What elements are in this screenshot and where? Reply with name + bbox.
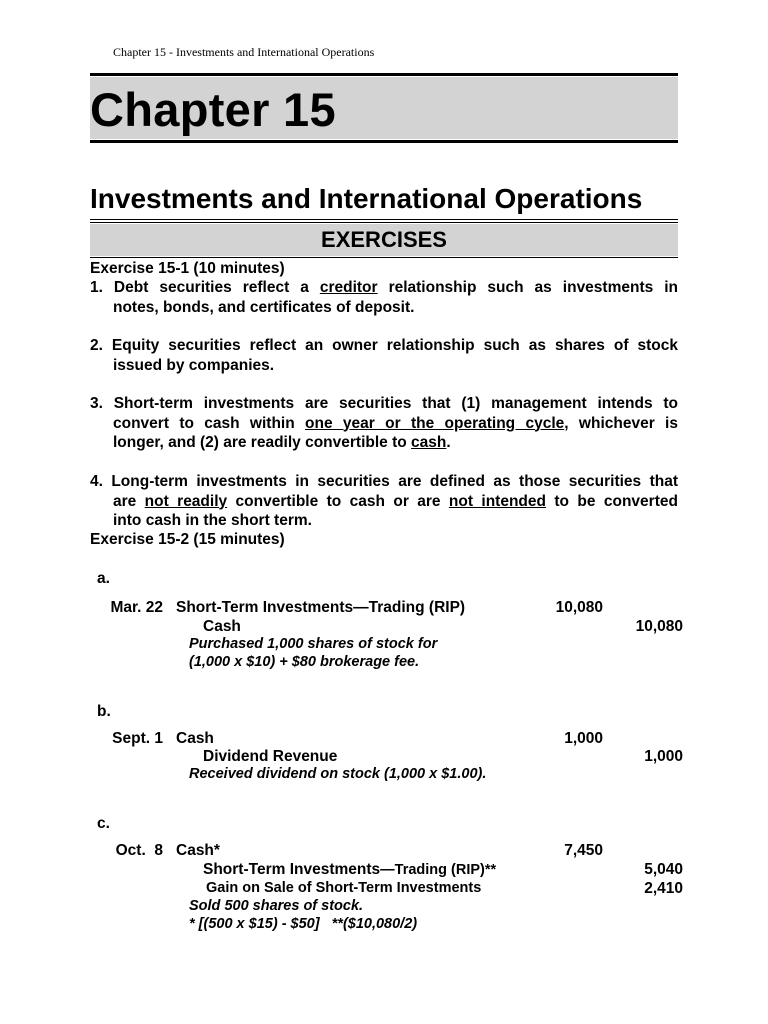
paragraph-2 xyxy=(90,336,678,375)
part-a-label: a. xyxy=(97,570,110,587)
chapter-title: Chapter 15 xyxy=(90,83,336,136)
entry-b-explanation: Received dividend on stock (1,000 x $1.00). xyxy=(189,766,487,782)
entry-a-credit-amount: 10,080 xyxy=(635,618,683,635)
entry-c-date: Oct. 8 xyxy=(115,842,163,859)
p4-underlined-2: not intended xyxy=(448,492,546,510)
entry-b-credit-account: Dividend Revenue xyxy=(203,748,338,765)
p1-underlined: creditor xyxy=(319,279,378,296)
entry-b-credit-amount: 1,000 xyxy=(644,748,683,765)
p2-line-1: 2. Equity securities reflect an owner relationship such as shares of stock xyxy=(90,337,678,354)
p1-text-a: 1. Debt securities reflect a xyxy=(90,279,309,296)
section-label: EXERCISES xyxy=(321,227,447,252)
exercise-15-2-heading: Exercise 15-2 (15 minutes) xyxy=(90,531,285,548)
running-head: Chapter 15 - Investments and International Operations xyxy=(113,45,375,59)
entry-b-debit-account: Cash xyxy=(176,730,214,747)
p3-line-1: 3. Short-term investments are securities that (1) management intends to xyxy=(90,395,678,412)
p3-text-c: longer, and (2) are readily convertible to xyxy=(113,434,407,451)
p4-text-a: are xyxy=(113,492,137,510)
entry-a-credit-account: Cash xyxy=(203,618,241,635)
p2-line-2: issued by companies. xyxy=(113,356,275,374)
p4-line-1: 4. Long-term investments in securities are defined as those securities that xyxy=(90,473,678,490)
title-rule-1 xyxy=(90,219,678,220)
p4-line-3: into cash in the short term. xyxy=(113,512,312,529)
p3-line-3 xyxy=(90,433,678,453)
entry-c-credit2-account: Gain on Sale of Short-Term Investments xyxy=(206,880,482,896)
p1-line-2: notes, bonds, and certificates of deposit. xyxy=(113,298,415,316)
entry-b-date: Sept. 1 xyxy=(112,730,163,747)
entry-c-debit-account: Cash* xyxy=(176,842,220,859)
entry-c-debit-amount: 7,450 xyxy=(564,842,603,859)
entry-a-date: Mar. 22 xyxy=(110,599,163,616)
entry-b-debit-amount: 1,000 xyxy=(564,730,603,747)
p3-text-d: . xyxy=(446,434,451,451)
paragraph-1 xyxy=(90,278,678,317)
entry-c-credit2-amount: 2,410 xyxy=(644,880,683,897)
entry-c-credit1-account xyxy=(203,860,496,881)
entry-c-credit1-account-suffix: —Trading (RIP)** xyxy=(380,862,497,878)
chapter-bottom-rule xyxy=(90,140,678,143)
p4-text-c: to be converted xyxy=(554,492,678,510)
entry-c-explanation-2: * [(500 x $15) - $50] **($10,080/2) xyxy=(189,916,418,932)
p4-line-2 xyxy=(90,492,678,512)
paragraph-4 xyxy=(90,472,678,531)
p3-line-2 xyxy=(90,414,678,434)
top-rule xyxy=(90,73,678,76)
entry-a-debit-amount: 10,080 xyxy=(555,599,603,616)
p3-underlined-2: cash xyxy=(411,434,447,451)
paragraph-3 xyxy=(90,394,678,453)
p1-line-1 xyxy=(90,278,678,298)
p1-text-b: relationship such as investments in xyxy=(388,279,679,296)
exercise-15-1-heading: Exercise 15-1 (10 minutes) xyxy=(90,260,285,277)
exercises-bottom-rule xyxy=(90,257,678,258)
main-title: Investments and International Operations xyxy=(90,183,643,214)
p3-underlined-1: one year or the operating cycle xyxy=(305,414,565,432)
entry-a-debit-account: Short-Term Investments—Trading (RIP) xyxy=(176,599,466,616)
entry-c-credit1-amount: 5,040 xyxy=(644,861,683,878)
p3-text-a: convert to cash within xyxy=(113,414,295,432)
entry-c-explanation-1: Sold 500 shares of stock. xyxy=(189,898,364,914)
entry-a-explanation-1: Purchased 1,000 shares of stock for xyxy=(189,636,438,652)
entry-c-credit1-account-main: Short-Term Investments xyxy=(203,861,381,878)
p4-text-b: convertible to cash or are xyxy=(235,492,441,510)
p4-underlined-1: not readily xyxy=(144,492,228,510)
entry-a-explanation-2: (1,000 x $10) + $80 brokerage fee. xyxy=(189,654,420,670)
part-b-label: b. xyxy=(97,703,111,720)
p3-text-b: , whichever is xyxy=(564,414,678,432)
part-c-label: c. xyxy=(97,815,110,832)
title-rule-2 xyxy=(90,222,678,223)
